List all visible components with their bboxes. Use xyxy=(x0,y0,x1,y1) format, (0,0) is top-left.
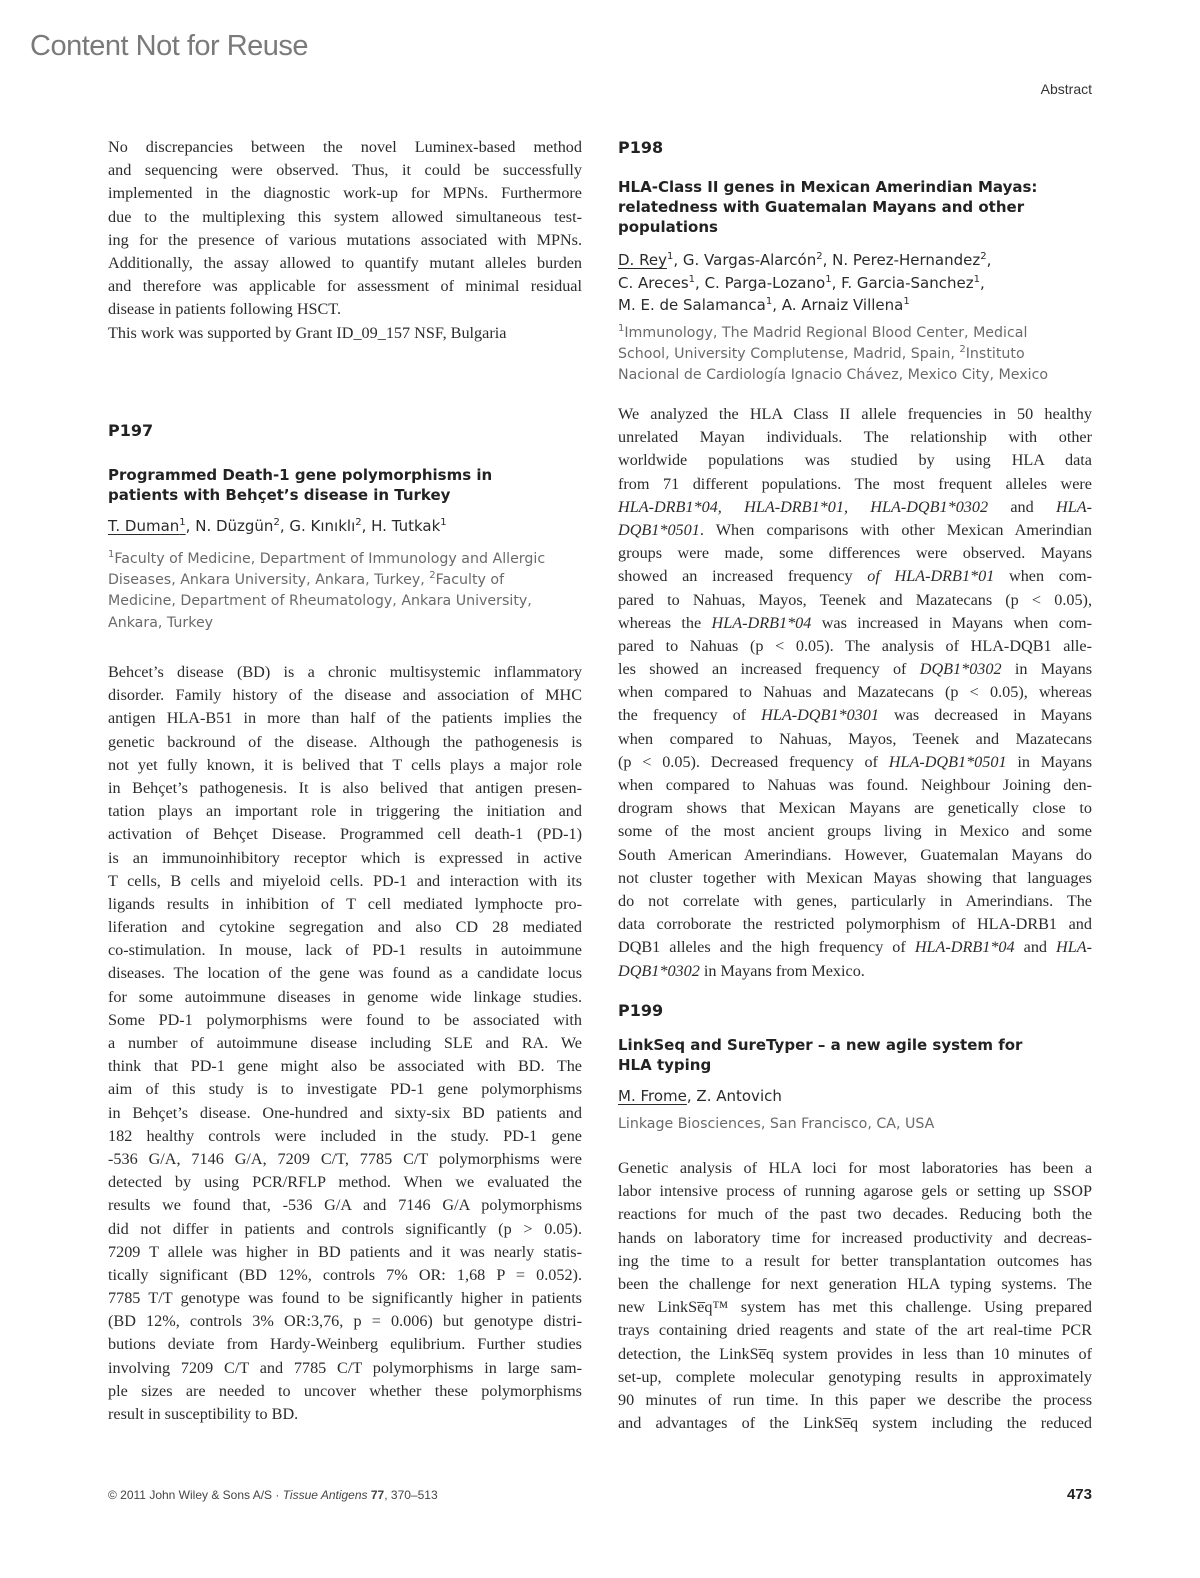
text-line: Some PD-1 polymorphisms were found to be associated with xyxy=(108,1010,582,1029)
author-name: A. Arnaiz Villena xyxy=(781,296,904,314)
text-line xyxy=(618,890,1092,913)
text-line: labor intensive process of running agarose gels or setting up SSOP xyxy=(618,1182,1092,1201)
text-line: result in susceptibility to BD. xyxy=(108,1405,299,1423)
text-line xyxy=(618,658,1092,681)
author-sup: 1 xyxy=(903,296,910,307)
text-segment: the frequency of xyxy=(618,706,762,725)
text-segment: in Mayans from Mexico. xyxy=(699,961,865,980)
affil-line: Ankara, Turkey xyxy=(108,614,214,631)
text-line: results we found that, -536 G/A and 7146 G/A polymorphisms xyxy=(108,1196,582,1215)
allele-name: HLA-DQB1*0301 xyxy=(761,706,879,725)
author-name: N. Düzgün xyxy=(195,517,274,535)
author-sup: 2 xyxy=(355,517,362,528)
text-segment: in Mayans xyxy=(1006,752,1092,771)
text-line: disorder. Family history of the disease and association of MHC xyxy=(108,686,582,705)
abstract-body-p198 xyxy=(618,403,1092,983)
author xyxy=(195,517,280,535)
author-sup: 1 xyxy=(765,296,773,307)
journal-name: Tissue Antigens xyxy=(282,1488,368,1502)
allele-name: DQB1*0302 xyxy=(919,660,1002,679)
author-sup: 1 xyxy=(688,273,696,285)
author xyxy=(782,296,910,314)
abstract-body-p199 xyxy=(618,1157,1092,1435)
text-segment: and xyxy=(988,497,1057,516)
text-line xyxy=(618,473,1092,496)
author-name: C. Areces xyxy=(618,273,689,292)
author xyxy=(371,517,447,535)
title-line: HLA typing xyxy=(618,1056,712,1074)
text-line: set-up, complete molecular genotyping results in approximately xyxy=(618,1367,1092,1386)
affil-sup: 2 xyxy=(959,344,966,356)
text-line: disease in patients following HSCT. xyxy=(108,300,342,319)
author xyxy=(705,274,832,292)
author-name: N. Perez-Hernandez xyxy=(832,251,981,269)
author-name: G. Vargas-Alarcón xyxy=(682,251,817,269)
author-sup: 1 xyxy=(179,517,186,528)
text-line xyxy=(618,751,1092,774)
title-line: relatedness with Guatemalan Mayans and other xyxy=(618,198,1025,216)
text-line: think that PD-1 gene might also be associated with BD. The xyxy=(108,1057,582,1076)
text-line: -536 G/A, 7146 G/A, 7209 C/T, 7785 C/T polymorphisms were xyxy=(108,1149,582,1168)
author-sup: 1 xyxy=(440,517,447,528)
allele-name: HLA- xyxy=(1056,497,1092,516)
author-sup: 2 xyxy=(980,251,987,262)
author-list-p199: M. Frome, Z. Antovich xyxy=(618,1087,782,1105)
affil-text: Faculty of xyxy=(435,572,505,589)
text-line: liferation and cytokine segregation and also CD 28 mediated xyxy=(108,918,582,937)
text-line: implemented in the diagnostic work-up for MPNs. Furthermore xyxy=(108,184,582,203)
text-segment: from 71 different populations. The most frequent alleles were xyxy=(618,474,1092,493)
watermark: Content Not for Reuse xyxy=(30,30,309,62)
author-sup: 2 xyxy=(816,251,823,262)
affil-sup: 1 xyxy=(108,549,115,560)
text-line xyxy=(618,728,1092,751)
text-segment: We analyzed the HLA Class II allele frequencies in 50 healthy xyxy=(618,405,1092,423)
author xyxy=(289,517,361,535)
affil-line xyxy=(108,549,588,570)
text-line xyxy=(618,820,1092,843)
title-line: populations xyxy=(618,218,718,236)
text-line: butions deviate from Hardy-Weinberg equlibrium. Further studies xyxy=(108,1335,582,1354)
allele-name: DQB1*0501 xyxy=(618,520,700,539)
text-line xyxy=(618,519,1092,542)
text-line: did not differ in patients and controls significantly (p > 0.05). xyxy=(108,1219,582,1238)
running-head: Abstract xyxy=(1040,81,1092,97)
title-line: HLA-Class II genes in Mexican Amerindian Mayas: xyxy=(618,178,1038,196)
affil-line xyxy=(618,323,1098,344)
text-line: hands on laboratory time for increased productivity and decreas- xyxy=(618,1228,1092,1247)
text-line: aim of this study is to investigate PD-1 gene polymorphisms xyxy=(108,1080,582,1099)
author: Z. Antovich xyxy=(696,1087,782,1105)
abstract-id-p198: P198 xyxy=(618,138,664,157)
text-line xyxy=(618,797,1092,820)
text-line: (BD 12%, controls 3% OR:3,76, p = 0.006) but genotype distri- xyxy=(108,1312,582,1331)
author-name: G. Kınıklı xyxy=(289,517,356,535)
text-line: not yet fully known, it is belived that T cells plays a major role xyxy=(108,755,582,774)
text-line: due to the multiplexing this system allowed simultaneous test- xyxy=(108,207,582,226)
affil-line: Medicine, Department of Rheumatology, Ankara University, xyxy=(108,593,532,610)
text-line xyxy=(618,936,1092,959)
text-line: Behcet’s disease (BD) is a chronic multisystemic inflammatory xyxy=(108,663,582,681)
author-sup: 2 xyxy=(273,517,280,528)
author xyxy=(683,251,823,269)
text-line: is an immunoinhibitory receptor which is expressed in active xyxy=(108,848,582,867)
title-line: LinkSeq and SureTyper – a new agile system for xyxy=(618,1036,1023,1054)
allele-name: HLA-DRB1*04 xyxy=(914,938,1015,957)
text-line xyxy=(618,565,1092,588)
text-segment: when compared to Nahuas was found. Neighbour Joining den- xyxy=(618,776,1092,794)
text-line: diseases. The location of the gene was found as a candidate locus xyxy=(108,964,582,983)
text-segment: DQB1 alleles and the high frequency of xyxy=(618,938,915,957)
text-line xyxy=(618,589,1092,612)
text-segment: in Mayans xyxy=(1001,660,1093,679)
affil-sup: 1 xyxy=(618,323,625,334)
text-line xyxy=(618,913,1092,936)
text-segment: showed an increased frequency xyxy=(618,567,868,586)
text-line: 182 healthy controls were included in the study. PD-1 gene xyxy=(108,1126,582,1145)
text-line: tation plays an important role in triggering the initiation and xyxy=(108,802,582,821)
author-sup: 1 xyxy=(666,251,674,262)
text-line: co-stimulation. In mouse, lack of PD-1 results in autoimmune xyxy=(108,941,582,960)
allele-name: DQB1*0302 xyxy=(618,961,700,980)
text-segment: (p < 0.05). Decreased frequency of xyxy=(618,752,889,771)
text-line: detection, the LinkSe̅q system provides in less than 10 minutes of xyxy=(618,1344,1092,1363)
author-name: H. Tutkak xyxy=(371,517,441,535)
text-segment: groups were made, some differences were observed. Mayans xyxy=(618,544,1092,563)
affiliation-p198 xyxy=(618,323,1098,387)
copyright: © 2011 John Wiley & Sons A/S · xyxy=(108,1488,283,1502)
text-line: been the challenge for next generation HLA typing systems. The xyxy=(618,1274,1092,1293)
text-line: detected by using PCR/RFLP method. When we evaluated the xyxy=(108,1173,582,1192)
text-segment: and xyxy=(1014,938,1057,957)
affil-text: Instituto xyxy=(965,346,1025,363)
text-segment: les showed an increased frequency of xyxy=(618,660,920,679)
author xyxy=(832,251,986,269)
author-name: F. Garcia-Sanchez xyxy=(841,273,974,292)
author-sup: 1 xyxy=(973,273,980,285)
text-line: new LinkSe̅q™ system has met this challenge. Using prepared xyxy=(618,1298,1092,1317)
allele-name: HLA-DRB1*04, HLA-DRB1*01, HLA-DQB1*0302 xyxy=(618,497,989,516)
author xyxy=(841,274,980,292)
text-line: antigen HLA-B51 in more than half of the patients implies the xyxy=(108,709,582,728)
author-name: M. E. de Salamanca xyxy=(618,296,766,314)
text-line: ing the time to a result for better transplantation outcomes has xyxy=(618,1251,1092,1270)
text-line: reactions for much of the past two decades. Reducing both the xyxy=(618,1205,1092,1224)
abstract-title-p197 xyxy=(108,465,588,505)
text-line: a number of autoimmune disease including SLE and RA. We xyxy=(108,1034,582,1052)
text-line xyxy=(618,774,1092,797)
funding-line: This work was supported by Grant ID_09_157 NSF, Bulgaria xyxy=(108,323,507,342)
text-line xyxy=(618,681,1092,704)
text-line xyxy=(618,449,1092,472)
author xyxy=(618,274,695,292)
text-segment: whereas the xyxy=(618,613,712,632)
continuation-text xyxy=(108,136,582,345)
text-segment: was decreased in Mayans xyxy=(878,706,1092,725)
text-line: ple sizes are needed to uncover whether these polymorphisms xyxy=(108,1381,582,1400)
text-segment: when compared to Nahuas and Mazatecans (p < 0.05), whereas xyxy=(618,683,1092,702)
text-line: 7209 T allele was higher in BD patients and it was nearly statis- xyxy=(108,1242,582,1261)
text-line: 7785 T/T genotype was found to be significantly higher in patients xyxy=(108,1289,582,1308)
affil-text: Diseases, Ankara University, Ankara, Turkey, xyxy=(108,572,430,589)
text-line: ing for the presence of various mutations associated with MPNs. xyxy=(108,230,582,249)
author-name: T. Duman xyxy=(108,517,180,535)
text-line: in Behçet’s disease. One-hundred and sixty-six BD patients and xyxy=(108,1103,582,1122)
text-line: for some autoimmune diseases in genome wide linkage studies. xyxy=(108,987,582,1006)
affil-text: Faculty of Medicine, Department of Immunology and Allergic xyxy=(114,551,546,567)
author-list-p198 xyxy=(618,249,1108,317)
affiliation-p197 xyxy=(108,549,588,634)
text-line xyxy=(618,844,1092,867)
text-segment: do not correlate with genes, particularly in Amerindians. The xyxy=(618,891,1092,910)
affil-line xyxy=(618,344,1098,365)
author-name: C. Parga-Lozano xyxy=(704,273,826,292)
text-line: involving 7209 C/T and 7785 C/T polymorphisms in large sam- xyxy=(108,1358,582,1377)
allele-name: HLA- xyxy=(1056,938,1092,957)
text-line xyxy=(618,704,1092,727)
text-segment: data corroborate the restricted polymorphism of HLA-DRB1 and xyxy=(618,915,1092,934)
text-segment: South American Amerindians. However, Guatemalan Mayans do xyxy=(618,845,1092,864)
text-line xyxy=(618,496,1092,519)
abstract-body-p197 xyxy=(108,661,582,1426)
author-sup: 1 xyxy=(825,273,832,285)
text-line: Additionally, the assay allowed to quantify mutant alleles burden xyxy=(108,253,582,272)
journal-volume: 77 xyxy=(370,1488,385,1502)
text-line: activation of Behçet Disease. Programmed cell death-1 (PD-1) xyxy=(108,825,582,844)
text-line: ligands results in inhibition of T cell mediated lymphocte pro- xyxy=(108,894,582,913)
text-segment: was increased in Mayans when com- xyxy=(811,613,1093,632)
text-line: and advantages of the LinkSe̅q system including the reduced xyxy=(618,1414,1092,1433)
author-presenting xyxy=(618,251,673,269)
affil-line xyxy=(108,570,588,591)
text-line: T cells, B cells and miyeloid cells. PD-1 and interaction with its xyxy=(108,871,582,890)
text-segment: worldwide populations was studied by using HLA data xyxy=(618,451,1092,470)
text-line xyxy=(618,635,1092,658)
text-line: and therefore was applicable for assessment of minimal residual xyxy=(108,277,582,296)
page-number: 473 xyxy=(1066,1486,1092,1503)
title-line: Programmed Death-1 gene polymorphisms in xyxy=(108,466,493,484)
text-line: No discrepancies between the novel Luminex-based method xyxy=(108,138,582,156)
text-line xyxy=(618,426,1092,449)
text-segment: when com- xyxy=(994,567,1092,586)
allele-name: of HLA-DRB1*01 xyxy=(867,567,995,586)
text-segment: when compared to Nahuas, Mayos, Teenek and Mazatecans xyxy=(618,729,1092,748)
text-segment: some of the most ancient groups living in Mexico and some xyxy=(618,822,1092,841)
abstract-id-p199: P199 xyxy=(618,1001,664,1020)
footer-citation xyxy=(108,1488,438,1502)
author-presenting: M. Frome xyxy=(618,1087,687,1105)
abstract-title-p199 xyxy=(618,1035,1098,1075)
text-segment: not cluster together with Mexican Mayas showing that languages xyxy=(618,868,1092,887)
text-line: and sequencing were observed. Thus, it could be successfully xyxy=(108,161,582,180)
text-segment: . When comparisons with other Mexican Amerindian xyxy=(699,520,1092,539)
allele-name: HLA-DQB1*0501 xyxy=(888,752,1007,771)
text-segment: pared to Nahuas (p < 0.05). The analysis of HLA-DQB1 alle- xyxy=(618,636,1092,655)
text-line: trays containing dried reagents and state of the art real-time PCR xyxy=(618,1321,1092,1340)
affil-text: School, University Complutense, Madrid, Spain, xyxy=(618,346,960,363)
abstract-title-p198 xyxy=(618,177,1098,237)
affil-line: Nacional de Cardiología Ignacio Chávez, Mexico City, Mexico xyxy=(618,367,1049,384)
text-line: 90 minutes of run time. In this paper we describe the process xyxy=(618,1390,1092,1409)
text-segment: unrelated Mayan individuals. The relationship with other xyxy=(618,428,1092,447)
text-line xyxy=(618,612,1092,635)
text-line xyxy=(618,867,1092,890)
author-line: C. Areces$^1$, C. Parga-Lozano$^1$, F. Garcia-Sanchez$^1$, xyxy=(618,273,985,292)
text-segment: drogram shows that Mexican Mayans are genetically close to xyxy=(618,799,1092,818)
affiliation-p199: Linkage Biosciences, San Francisco, CA, USA xyxy=(618,1116,935,1132)
allele-name: HLA-DRB1*04 xyxy=(711,613,812,632)
affil-sup: 2 xyxy=(429,570,436,582)
text-line xyxy=(618,542,1092,565)
title-line: patients with Behçet’s disease in Turkey xyxy=(108,486,451,504)
author-line: M. E. de Salamanca$^1$, A. Arnaiz Villena$^1$ xyxy=(618,296,910,314)
text-line: genetic backround of the disease. Although the pathogenesis is xyxy=(108,732,582,751)
text-segment: pared to Nahuas, Mayos, Teenek and Mazatecans (p < 0.05), xyxy=(618,590,1092,609)
author xyxy=(618,296,772,314)
journal-pages: , 370–513 xyxy=(384,1488,438,1502)
text-line: Genetic analysis of HLA loci for most laboratories has been a xyxy=(618,1159,1092,1177)
text-line: tically significant (BD 12%, controls 7% OR: 1,68 P = 0.052). xyxy=(108,1265,582,1284)
abstract-id-p197: P197 xyxy=(108,421,154,440)
text-line xyxy=(618,403,1092,426)
affil-text: Immunology, The Madrid Regional Blood Center, Medical xyxy=(624,325,1028,341)
author-list-p197: T. Duman$^1$, N. Düzgün$^2$, G. Kınıklı$^2$, H. Tutkak$^1$ xyxy=(108,517,447,535)
text-line: in Behçet’s pathogenesis. It is also belived that antigen presen- xyxy=(108,778,582,797)
author-name: D. Rey xyxy=(618,251,667,269)
author-line: D. Rey$^1$, G. Vargas-Alarcón$^2$, N. Perez-Hernandez$^2$, xyxy=(618,251,992,269)
text-line xyxy=(618,960,1092,983)
author-presenting xyxy=(108,517,186,535)
